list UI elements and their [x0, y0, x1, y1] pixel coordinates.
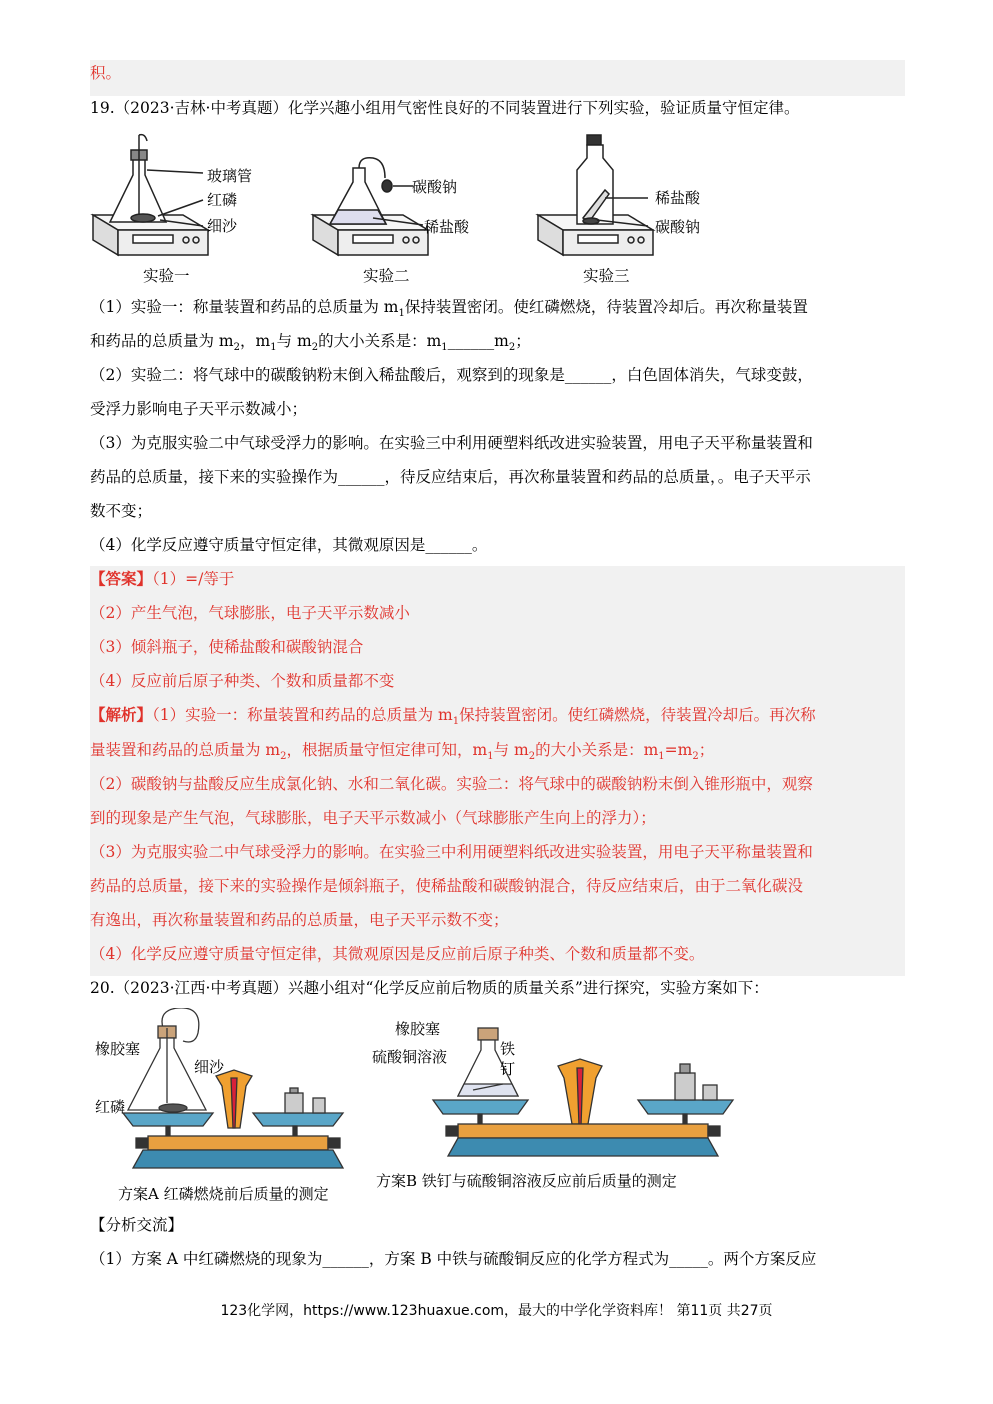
- schemeA-caption: 方案A 红磷燃烧前后质量的测定: [118, 1185, 329, 1203]
- schemeA-label-sand: 细沙: [194, 1058, 225, 1076]
- text: 的大小关系是：m: [535, 741, 659, 759]
- q19-part1-text-a: （1）实验一：称量装置和药品的总质量为 m: [90, 298, 399, 316]
- schemeB-label-iron: 铁: [500, 1040, 516, 1058]
- exp1-apparatus: [93, 135, 208, 255]
- schemeB-label-copper-sulfate: 硫酸铜溶液: [372, 1048, 448, 1066]
- q20-section-title: 【分析交流】: [90, 1216, 184, 1234]
- text: 保持装置密闭。使红磷燃烧，待装置冷却后。再次称: [459, 706, 816, 724]
- exp1-caption: 实验一: [143, 267, 190, 285]
- q19-part4: （4）化学反应遵守质量守恒定律，其微观原因是______。: [90, 536, 488, 554]
- schemeA-apparatus: [123, 1008, 343, 1168]
- top-line: 积。: [90, 64, 122, 82]
- sub: 2: [528, 751, 536, 763]
- q19-part3-line2: 药品的总质量，接下来的实验操作为______，待反应结束后，再次称量装置和药品的总质量，。电子天平示: [90, 468, 811, 486]
- exp3-apparatus: [538, 135, 653, 255]
- exp2-caption: 实验二: [363, 267, 410, 285]
- q20-part1: （1）方案 A 中红磷燃烧的现象为______，方案 B 中铁与硫酸铜反应的化学方程式为_____。两个方案反应: [90, 1250, 817, 1268]
- answer-1: （1）=/等于: [152, 570, 235, 588]
- sub: 1: [441, 342, 448, 354]
- analysis-line3: （2）碳酸钠与盐酸反应生成氯化钠、水和二氧化碳。实验二：将气球中的碳酸钠粉末倒入锥形瓶中，观察: [90, 775, 813, 793]
- sub: 1: [658, 751, 665, 763]
- q19-part1-line1: [90, 297, 905, 324]
- schemeB-label-nail: 钉: [500, 1060, 516, 1078]
- exp2-label-sodium-carbonate: 碳酸钠: [412, 178, 458, 196]
- schemeB-caption: 方案B 铁钉与硫酸铜溶液反应前后质量的测定: [376, 1172, 677, 1190]
- q20-header: 20.（2023·江西·中考真题）兴趣小组对“化学反应前后物质的质量关系”进行探究，实验方案如下：: [90, 979, 769, 997]
- analysis-line7: 有逸出，再次称量装置和药品的总质量，电子天平示数不变；: [90, 911, 509, 929]
- exp1-label-glass-tube: 玻璃管: [207, 167, 253, 185]
- text: 量装置和药品的总质量为 m: [90, 741, 281, 759]
- analysis-line5: （3）为克服实验二中气球受浮力的影响。在实验三中利用硬塑料纸改进实验装置，用电子天平称量装置和: [90, 843, 813, 861]
- text: ，m: [240, 332, 271, 350]
- schemeB-label-rubber-stopper: 橡胶塞: [395, 1020, 441, 1038]
- text: ；: [515, 332, 531, 350]
- text: 的大小关系是：m: [318, 332, 442, 350]
- exp2-label-hcl: 稀盐酸: [424, 218, 470, 236]
- answer-line2: （2）产生气泡，气球膨胀，电子天平示数减小: [90, 604, 410, 622]
- exp1-label-sand: 细沙: [207, 217, 238, 235]
- q19-part2-line1: （2）实验二：将气球中的碳酸钠粉末倒入稀盐酸后，观察到的现象是______，白色固体消失，气球变鼓，: [90, 366, 813, 384]
- answer-label: 【答案】: [90, 569, 153, 588]
- q19-part1-line2: [90, 331, 905, 358]
- answer-line1: [90, 569, 905, 589]
- text: 和药品的总质量为 m: [90, 332, 234, 350]
- exp3-caption: 实验三: [583, 267, 630, 285]
- text: ______m: [447, 332, 509, 350]
- sub: 2: [280, 751, 287, 763]
- text: 与 m: [493, 741, 529, 759]
- sub: 1: [487, 751, 494, 763]
- schemeA-label-rubber-stopper: 橡胶塞: [95, 1040, 141, 1058]
- answer-line4: （4）反应前后原子种类、个数和质量都不变: [90, 672, 395, 690]
- q19-part1-text-b: 保持装置密闭。使红磷燃烧，待装置冷却后。再次称量装置: [404, 298, 808, 316]
- analysis-line6: 药品的总质量，接下来的实验操作是倾斜瓶子，使稀盐酸和碳酸钠混合，待反应结束后，由于二氧化碳没: [90, 877, 804, 895]
- sub: 2: [311, 342, 319, 354]
- exp2-apparatus: [313, 158, 428, 255]
- text: ，根据质量守恒定律可知，m: [286, 741, 488, 759]
- answer-line3: （3）倾斜瓶子，使稀盐酸和碳酸钠混合: [90, 638, 364, 656]
- analysis-label: 【解析】: [90, 705, 153, 724]
- sub: 2: [508, 342, 516, 354]
- sub: 1: [452, 716, 460, 728]
- schemeB-apparatus: [433, 1028, 733, 1156]
- sub: 1: [398, 308, 405, 320]
- text: =m: [664, 741, 693, 759]
- analysis-line1: [90, 705, 905, 732]
- text: 与 m: [276, 332, 312, 350]
- text: （1）实验一：称量装置和药品的总质量为 m: [152, 706, 453, 724]
- exp1-label-red-phosphorus: 红磷: [207, 191, 238, 209]
- q19-part2-line2: 受浮力影响电子天平示数减小；: [90, 400, 308, 418]
- q19-header: 19.（2023·吉林·中考真题）化学兴趣小组用气密性良好的不同装置进行下列实验，验证质量守恒定律。: [90, 99, 800, 117]
- analysis-line2: [90, 740, 905, 767]
- text: ；: [698, 741, 715, 759]
- q19-part3-line1: （3）为克服实验二中气球受浮力的影响。在实验三中利用硬塑料纸改进实验装置，用电子天平称量装置和: [90, 434, 813, 452]
- analysis-line8: （4）化学反应遵守质量守恒定律，其微观原因是反应前后原子种类、个数和质量都不变。: [90, 945, 705, 963]
- exp3-label-sodium-carbonate: 碳酸钠: [655, 218, 701, 236]
- schemeA-label-red-phosphorus: 红磷: [95, 1098, 126, 1116]
- sub: 1: [270, 342, 277, 354]
- sub: 2: [233, 342, 241, 354]
- analysis-line4: 到的现象是产生气泡，气球膨胀，电子天平示数减小（气球膨胀产生向上的浮力）；: [90, 809, 656, 827]
- q19-part3-line3: 数不变；: [90, 502, 153, 520]
- page-footer: 123化学网，https://www.123huaxue.com，最大的中学化学资料库！ 第11页 共27页: [220, 1303, 773, 1319]
- exp3-label-hcl: 稀盐酸: [655, 189, 701, 207]
- sub: 2: [692, 751, 699, 763]
